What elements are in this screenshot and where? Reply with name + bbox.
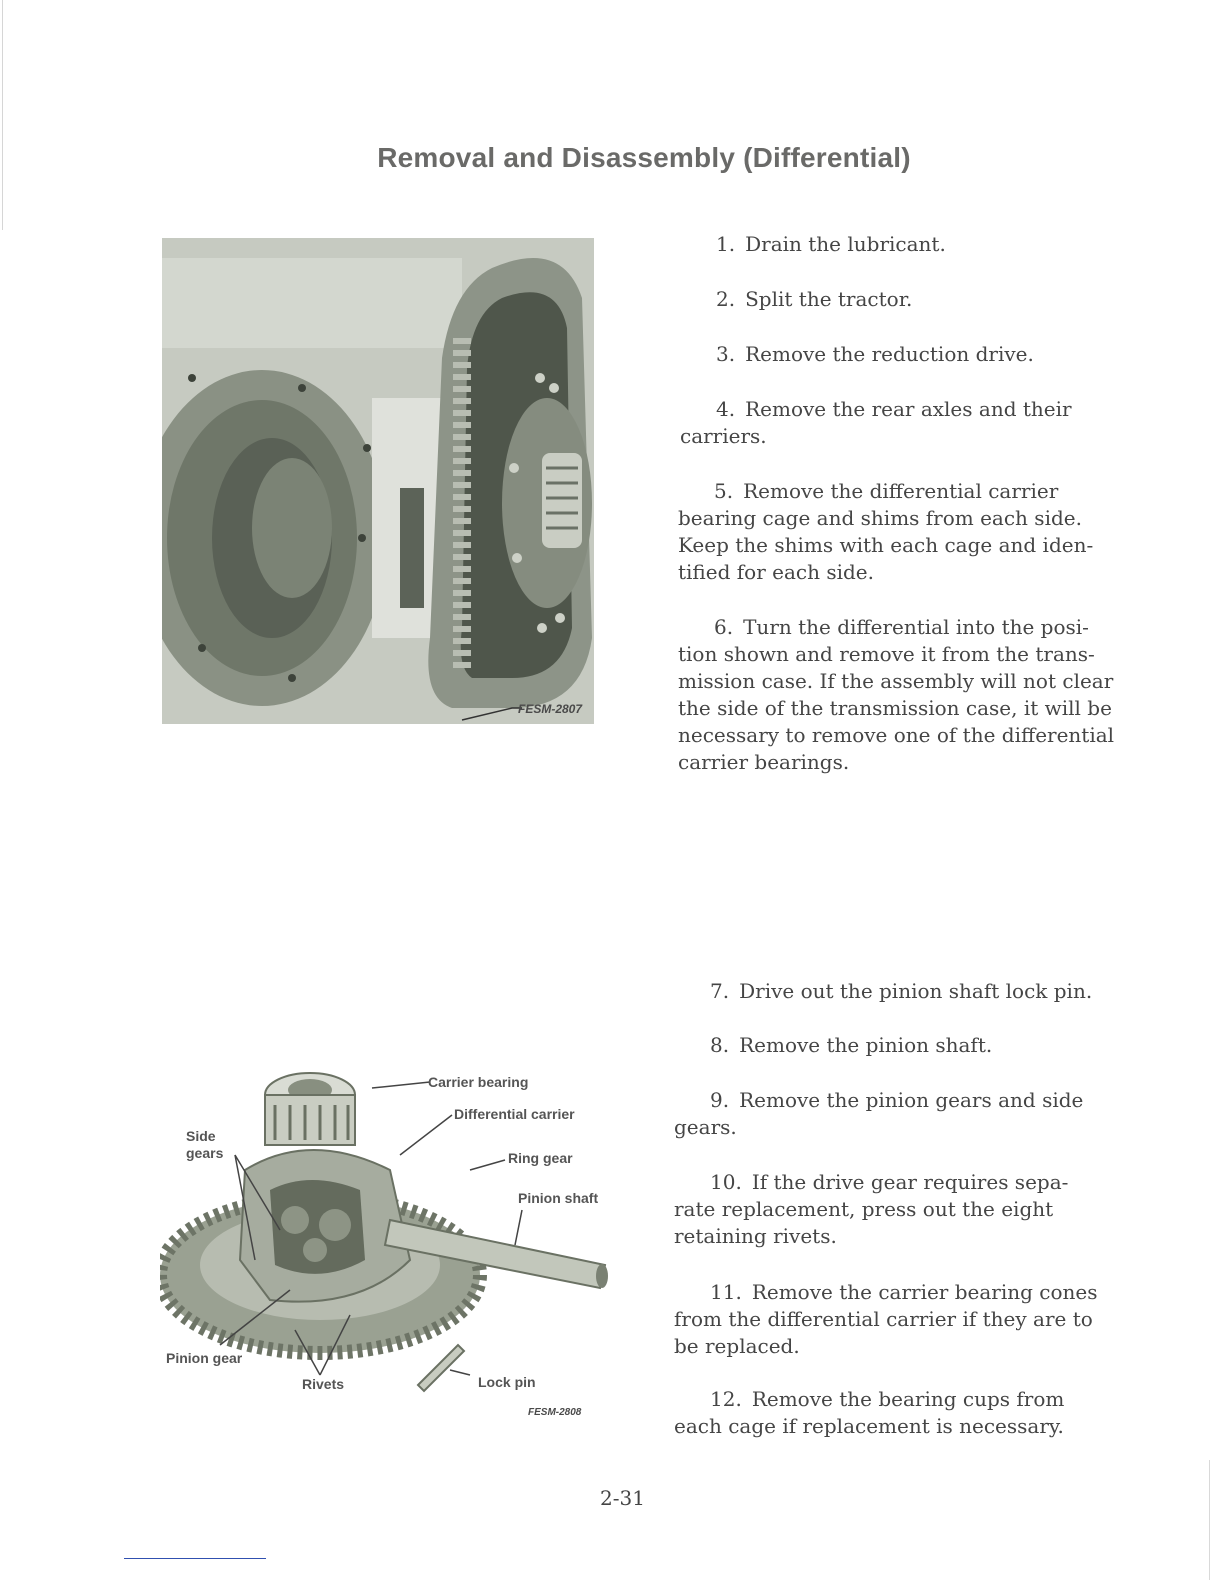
step-number: 12. bbox=[710, 1387, 742, 1411]
step-2 bbox=[680, 286, 1120, 313]
step-text: Remove the rear axles and their carriers. bbox=[680, 397, 1072, 448]
step-text: Remove the reduction drive. bbox=[745, 342, 1034, 366]
label-side-gears-2: gears bbox=[186, 1145, 224, 1161]
label-carrier-bearing: Carrier bearing bbox=[428, 1074, 529, 1090]
step-text: Drive out the pinion shaft lock pin. bbox=[739, 979, 1093, 1003]
step-text: Drain the lubricant. bbox=[745, 232, 946, 256]
step-text: Remove the differential carrier bearing cage and shims from each side. Keep the shims with each cage and iden-tified for each side. bbox=[678, 479, 1094, 584]
step-text: Remove the pinion gears and side gears. bbox=[674, 1088, 1084, 1139]
page-title: Removal and Disassembly (Differential) bbox=[377, 142, 911, 173]
step-number: 3. bbox=[716, 342, 736, 366]
transmission-case-photo bbox=[162, 238, 594, 724]
step-12 bbox=[674, 1386, 1104, 1440]
step-7 bbox=[674, 978, 1124, 1005]
step-text: Remove the pinion shaft. bbox=[739, 1033, 993, 1057]
label-rivets: Rivets bbox=[302, 1376, 345, 1392]
step-text: Turn the differential into the posi-tion shown and remove it from the trans-mission case. If the assembly will not clear the side of the transmission case, it will be necessary to remove one of the differential carrier bearings. bbox=[678, 615, 1115, 774]
footer-rule bbox=[124, 1558, 266, 1559]
step-number: 1. bbox=[716, 232, 736, 256]
step-text: If the drive gear requires sepa-rate replacement, press out the eight retaining rivets. bbox=[674, 1170, 1069, 1248]
step-number: 9. bbox=[710, 1088, 730, 1112]
step-number: 5. bbox=[714, 479, 734, 503]
step-number: 10. bbox=[710, 1170, 742, 1194]
label-lock-pin: Lock pin bbox=[478, 1374, 536, 1390]
label-pinion-shaft: Pinion shaft bbox=[518, 1190, 599, 1206]
step-text: Remove the carrier bearing cones from the differential carrier if they are to be replaced. bbox=[674, 1280, 1098, 1358]
scan-edge-right bbox=[1209, 1460, 1210, 1580]
scan-edge-left bbox=[2, 0, 3, 230]
page-number: 2-31 bbox=[600, 1486, 645, 1510]
step-8 bbox=[674, 1032, 1114, 1059]
step-text: Remove the bearing cups from each cage if replacement is necessary. bbox=[674, 1387, 1065, 1438]
step-9 bbox=[674, 1087, 1114, 1141]
step-text: Split the tractor. bbox=[745, 287, 913, 311]
step-number: 6. bbox=[714, 615, 734, 639]
differential-diagram bbox=[160, 1060, 620, 1430]
label-ring-gear: Ring gear bbox=[508, 1150, 573, 1166]
figure2-id: FESM-2808 bbox=[528, 1407, 582, 1418]
step-4 bbox=[680, 396, 1110, 450]
label-differential-carrier: Differential carrier bbox=[454, 1106, 575, 1122]
figure1-id: FESM-2807 bbox=[518, 702, 583, 716]
label-side-gears-1: Side bbox=[186, 1128, 216, 1144]
step-number: 7. bbox=[710, 979, 730, 1003]
label-pinion-gear: Pinion gear bbox=[166, 1350, 243, 1366]
step-10 bbox=[674, 1169, 1104, 1250]
step-number: 11. bbox=[710, 1280, 742, 1304]
step-5 bbox=[678, 478, 1110, 586]
step-1 bbox=[680, 231, 1120, 258]
step-number: 4. bbox=[716, 397, 736, 421]
step-11 bbox=[674, 1279, 1114, 1360]
step-6 bbox=[678, 614, 1118, 776]
step-3 bbox=[680, 341, 1120, 368]
step-number: 2. bbox=[716, 287, 736, 311]
step-number: 8. bbox=[710, 1033, 730, 1057]
